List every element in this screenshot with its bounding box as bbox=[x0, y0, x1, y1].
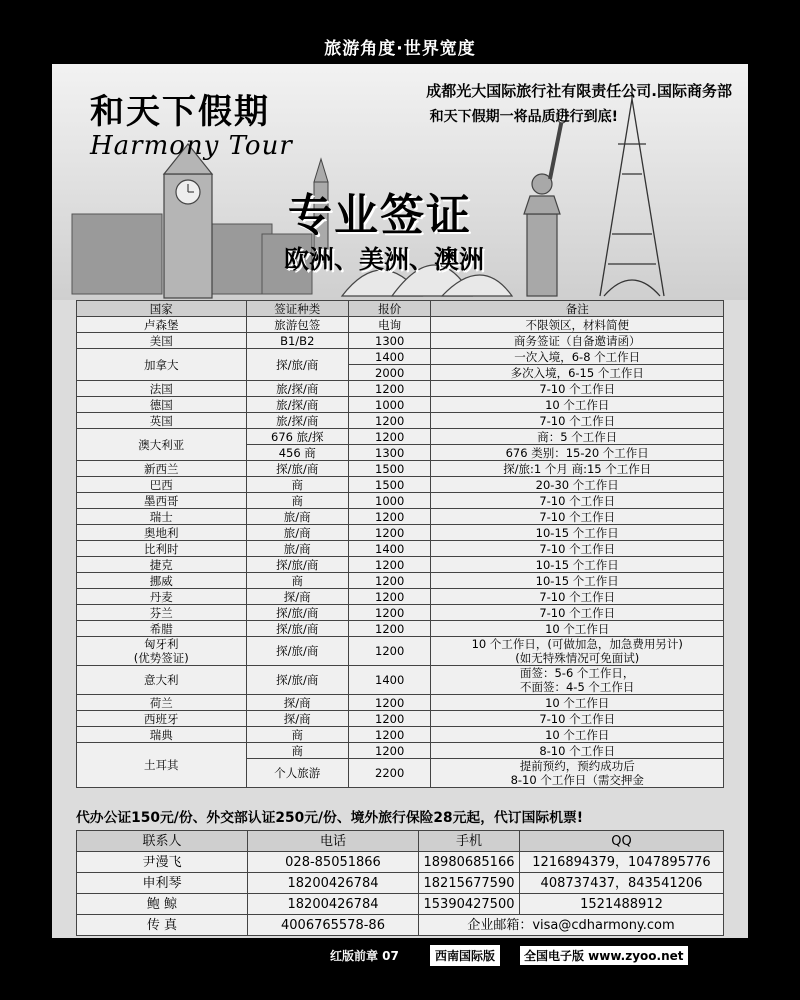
price: 1200 bbox=[348, 557, 431, 573]
contact-name: 申利琴 bbox=[77, 873, 248, 894]
table-row bbox=[77, 397, 724, 413]
country: 奥地利 bbox=[77, 525, 247, 541]
country-name: 匈牙利 bbox=[144, 637, 179, 651]
company-email: 企业邮箱：visa@cdharmony.com bbox=[419, 915, 724, 936]
country-sub: (优势签证) bbox=[133, 651, 189, 665]
slogan: 和天下假期一将品质进行到底! bbox=[429, 109, 618, 125]
note: 10-15 个工作日 bbox=[431, 557, 724, 573]
visa-type: 商 bbox=[246, 493, 348, 509]
table-row bbox=[77, 637, 724, 666]
note: 10 个工作日 bbox=[431, 727, 724, 743]
headline: 专业签证 bbox=[288, 190, 472, 241]
price: 1000 bbox=[348, 493, 431, 509]
visa-type: 旅/商 bbox=[246, 541, 348, 557]
header-phone: 电话 bbox=[248, 831, 419, 852]
banner bbox=[52, 64, 748, 300]
price: 1200 bbox=[348, 711, 431, 727]
logo-chinese-text: 和天下假期 bbox=[90, 92, 270, 132]
country: 法国 bbox=[77, 381, 247, 397]
header-contact-person: 联系人 bbox=[77, 831, 248, 852]
table-row bbox=[77, 413, 724, 429]
agency-name: 成都光大国际旅行社有限责任公司.国际商务部 bbox=[426, 82, 732, 100]
note: 10-15 个工作日 bbox=[431, 573, 724, 589]
visa-type: 商 bbox=[246, 573, 348, 589]
visa-type: 旅/探/商 bbox=[246, 381, 348, 397]
table-row bbox=[77, 573, 724, 589]
contact-phone: 18200426784 bbox=[248, 894, 419, 915]
visa-type: 旅/探/商 bbox=[246, 413, 348, 429]
note: 676 类别：15-20 个工作日 bbox=[431, 445, 724, 461]
country: 加拿大 bbox=[77, 349, 247, 381]
price: 1500 bbox=[348, 477, 431, 493]
country: 巴西 bbox=[77, 477, 247, 493]
price: 1200 bbox=[348, 605, 431, 621]
visa-type: 个人旅游 bbox=[246, 759, 348, 788]
price: 1200 bbox=[348, 589, 431, 605]
country: 美国 bbox=[77, 333, 247, 349]
note: 10-15 个工作日 bbox=[431, 525, 724, 541]
price: 2200 bbox=[348, 759, 431, 788]
table-row bbox=[77, 493, 724, 509]
visa-type: 探/旅/商 bbox=[246, 666, 348, 695]
note: 10 个工作日 bbox=[431, 695, 724, 711]
contact-mobile: 18980685166 bbox=[419, 852, 520, 873]
header-price: 报价 bbox=[348, 301, 431, 317]
visa-type: 探/旅/商 bbox=[246, 637, 348, 666]
table-row bbox=[77, 461, 724, 477]
visa-type: 探/商 bbox=[246, 589, 348, 605]
visa-type: 676 旅/探 bbox=[246, 429, 348, 445]
logo-english-text: Harmony Tour bbox=[90, 131, 293, 161]
page-footer bbox=[0, 944, 800, 966]
table-row bbox=[77, 317, 724, 333]
note: 10 个工作日 bbox=[431, 397, 724, 413]
note-line: 10 个工作日，(可做加急，加急费用另计) bbox=[471, 637, 683, 651]
price: 1300 bbox=[348, 445, 431, 461]
footer-edition: 西南国际版 bbox=[430, 945, 500, 966]
note: 7-10 个工作日 bbox=[431, 413, 724, 429]
visa-price-table bbox=[76, 300, 724, 788]
note-line: 不面签：4-5 个工作日 bbox=[519, 680, 635, 694]
contact-phone: 028-85051866 bbox=[248, 852, 419, 873]
price: 1200 bbox=[348, 637, 431, 666]
header-visa-type: 签证种类 bbox=[246, 301, 348, 317]
note: 8-10 个工作日 bbox=[431, 743, 724, 759]
country: 丹麦 bbox=[77, 589, 247, 605]
visa-type: 商 bbox=[246, 477, 348, 493]
country: 英国 bbox=[77, 413, 247, 429]
country: 德国 bbox=[77, 397, 247, 413]
note: 商：5 个工作日 bbox=[431, 429, 724, 445]
visa-type: 商 bbox=[246, 743, 348, 759]
note: 7-10 个工作日 bbox=[431, 381, 724, 397]
contact-table bbox=[76, 830, 724, 936]
contact-qq: 1521488912 bbox=[520, 894, 724, 915]
note: 7-10 个工作日 bbox=[431, 605, 724, 621]
table-row bbox=[77, 621, 724, 637]
price: 1400 bbox=[348, 349, 431, 365]
country bbox=[77, 637, 247, 666]
table-row bbox=[77, 873, 724, 894]
header-mobile: 手机 bbox=[419, 831, 520, 852]
country: 比利时 bbox=[77, 541, 247, 557]
visa-type: 商 bbox=[246, 727, 348, 743]
table-row bbox=[77, 525, 724, 541]
fax-label: 传 真 bbox=[77, 915, 248, 936]
country: 澳大利亚 bbox=[77, 429, 247, 461]
note: 一次入境，6-8 个工作日 bbox=[431, 349, 724, 365]
visa-type: 探/商 bbox=[246, 711, 348, 727]
country: 荷兰 bbox=[77, 695, 247, 711]
table-row bbox=[77, 333, 724, 349]
visa-type: 456 商 bbox=[246, 445, 348, 461]
visa-type: 旅/商 bbox=[246, 509, 348, 525]
country: 瑞典 bbox=[77, 727, 247, 743]
price: 1200 bbox=[348, 525, 431, 541]
price: 电询 bbox=[348, 317, 431, 333]
contact-mobile: 15390427500 bbox=[419, 894, 520, 915]
visa-type: 旅/探/商 bbox=[246, 397, 348, 413]
note: 7-10 个工作日 bbox=[431, 711, 724, 727]
price: 1200 bbox=[348, 743, 431, 759]
contact-phone: 18200426784 bbox=[248, 873, 419, 894]
contact-qq: 408737437，843541206 bbox=[520, 873, 724, 894]
table-row bbox=[77, 557, 724, 573]
table-row bbox=[77, 429, 724, 445]
contact-name: 鲍 鲸 bbox=[77, 894, 248, 915]
country: 卢森堡 bbox=[77, 317, 247, 333]
note bbox=[431, 637, 724, 666]
harmony-tour-logo bbox=[90, 84, 293, 161]
note bbox=[431, 759, 724, 788]
price: 1200 bbox=[348, 727, 431, 743]
price: 1200 bbox=[348, 621, 431, 637]
fax-number: 4006765578-86 bbox=[248, 915, 419, 936]
visa-type: 旅游包签 bbox=[246, 317, 348, 333]
note bbox=[431, 666, 724, 695]
table-row bbox=[77, 349, 724, 365]
price: 1200 bbox=[348, 413, 431, 429]
note: 20-30 个工作日 bbox=[431, 477, 724, 493]
price: 1200 bbox=[348, 429, 431, 445]
table-row bbox=[77, 727, 724, 743]
note-line: 8-10 个工作日（需交押金 bbox=[510, 773, 644, 787]
services-notice: 代办公证150元/份、外交部认证250元/份、境外旅行保险28元起，代订国际机票! bbox=[76, 810, 584, 826]
table-row bbox=[77, 711, 724, 727]
price: 1400 bbox=[348, 541, 431, 557]
note-line: 提前预约，预约成功后 bbox=[519, 759, 635, 773]
price: 2000 bbox=[348, 365, 431, 381]
header-note: 备注 bbox=[431, 301, 724, 317]
note: 不限领区，材料简便 bbox=[431, 317, 724, 333]
country: 瑞士 bbox=[77, 509, 247, 525]
contact-name: 尹漫飞 bbox=[77, 852, 248, 873]
table-row bbox=[77, 509, 724, 525]
note: 7-10 个工作日 bbox=[431, 541, 724, 557]
footer-section-label: 红版前章 07 bbox=[330, 949, 399, 963]
visa-type: 探/商 bbox=[246, 695, 348, 711]
visa-type: 探/旅/商 bbox=[246, 557, 348, 573]
table-row bbox=[77, 852, 724, 873]
note-line: 面签：5-6 个工作日， bbox=[519, 666, 635, 680]
contact-qq: 1216894379，1047895776 bbox=[520, 852, 724, 873]
country: 挪威 bbox=[77, 573, 247, 589]
visa-type: 探/旅/商 bbox=[246, 621, 348, 637]
price: 1000 bbox=[348, 397, 431, 413]
visa-table-header bbox=[77, 301, 724, 317]
subheadline: 欧洲、美洲、澳洲 bbox=[284, 245, 485, 274]
table-row bbox=[77, 695, 724, 711]
note-line: (如无特殊情况可免面试) bbox=[515, 651, 640, 665]
country: 希腊 bbox=[77, 621, 247, 637]
price: 1200 bbox=[348, 695, 431, 711]
visa-type: 旅/商 bbox=[246, 525, 348, 541]
header-country: 国家 bbox=[77, 301, 247, 317]
header-qq: QQ bbox=[520, 831, 724, 852]
table-row bbox=[77, 381, 724, 397]
country: 墨西哥 bbox=[77, 493, 247, 509]
country: 捷克 bbox=[77, 557, 247, 573]
price: 1200 bbox=[348, 573, 431, 589]
price: 1300 bbox=[348, 333, 431, 349]
note: 探/旅:1 个月 商:15 个工作日 bbox=[431, 461, 724, 477]
visa-type: B1/B2 bbox=[246, 333, 348, 349]
price: 1500 bbox=[348, 461, 431, 477]
table-row bbox=[77, 743, 724, 759]
table-row bbox=[77, 589, 724, 605]
visa-type: 探/旅/商 bbox=[246, 461, 348, 477]
note: 多次入境，6-15 个工作日 bbox=[431, 365, 724, 381]
footer-website: 全国电子版 www.zyoo.net bbox=[520, 946, 688, 965]
country: 新西兰 bbox=[77, 461, 247, 477]
note: 7-10 个工作日 bbox=[431, 509, 724, 525]
note: 7-10 个工作日 bbox=[431, 493, 724, 509]
page-header-title: 旅游角度·世界宽度 bbox=[324, 39, 476, 59]
contact-mobile: 18215677590 bbox=[419, 873, 520, 894]
price: 1200 bbox=[348, 381, 431, 397]
note: 7-10 个工作日 bbox=[431, 589, 724, 605]
country: 意大利 bbox=[77, 666, 247, 695]
price: 1400 bbox=[348, 666, 431, 695]
note: 10 个工作日 bbox=[431, 621, 724, 637]
table-row bbox=[77, 541, 724, 557]
table-row bbox=[77, 477, 724, 493]
note: 商务签证（自备邀请函） bbox=[431, 333, 724, 349]
advert-page bbox=[52, 64, 748, 938]
visa-type: 探/旅/商 bbox=[246, 605, 348, 621]
table-row bbox=[77, 894, 724, 915]
table-row bbox=[77, 605, 724, 621]
country: 土耳其 bbox=[77, 743, 247, 788]
contact-table-header bbox=[77, 831, 724, 852]
table-row bbox=[77, 666, 724, 695]
country: 西班牙 bbox=[77, 711, 247, 727]
table-row bbox=[77, 915, 724, 936]
price: 1200 bbox=[348, 509, 431, 525]
visa-type: 探/旅/商 bbox=[246, 349, 348, 381]
country: 芬兰 bbox=[77, 605, 247, 621]
